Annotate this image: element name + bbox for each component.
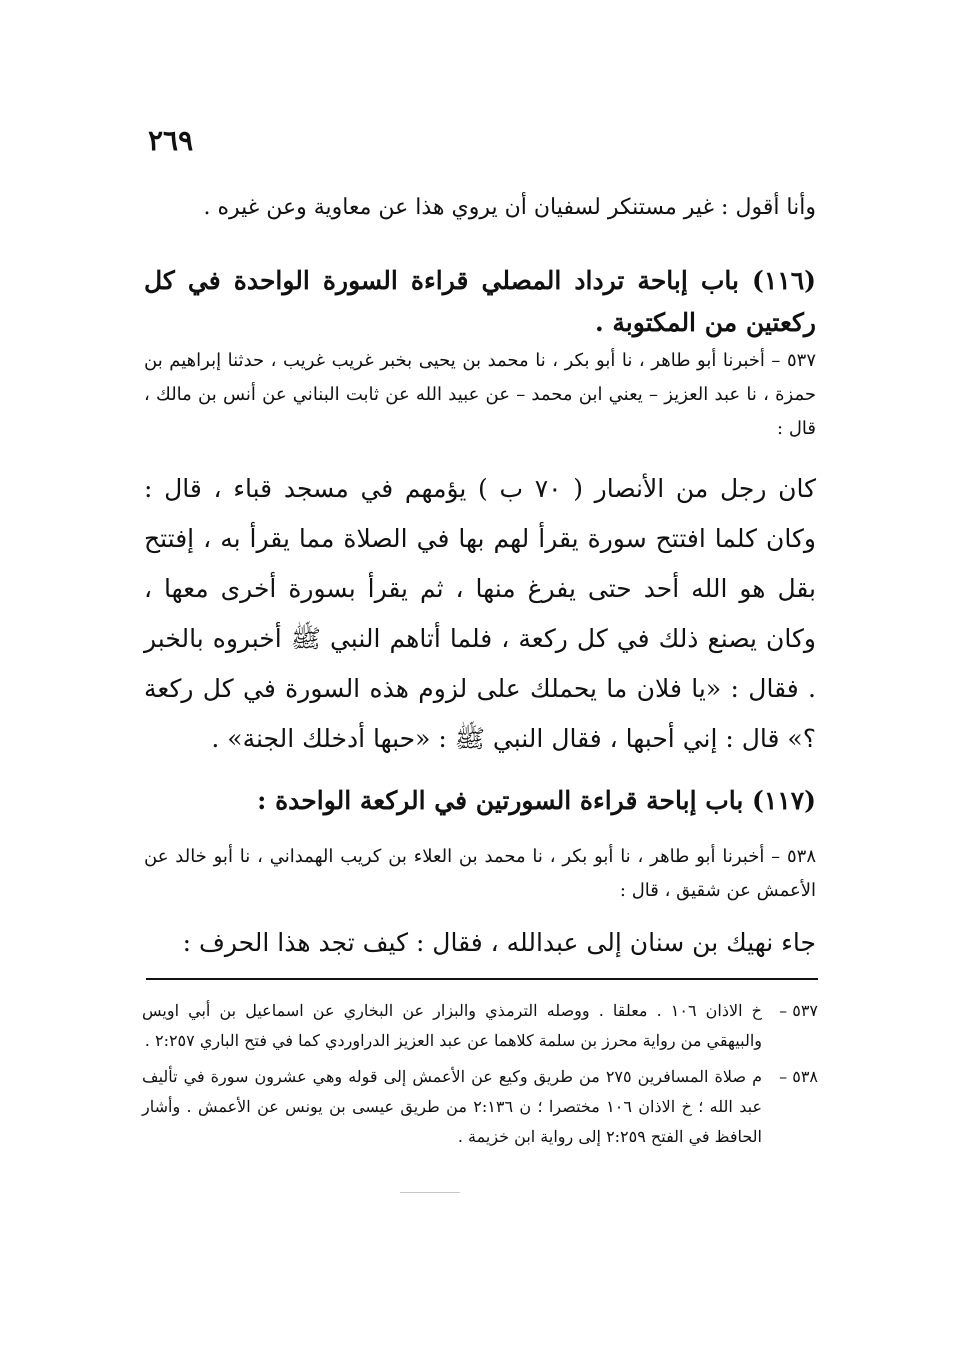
hadith-538-isnad: ٥٣٨ – أخبرنا أبو طاهر ، نا أبو بكر ، نا محمد بن العلاء بن كريب الهمداني ، نا أبو خالد عن الأعمش عن شقيق ، قال : bbox=[144, 846, 816, 901]
hadith-538-text: جاء نهيك بن سنان إلى عبدالله ، فقال : كيف تجد هذا الحرف : bbox=[182, 928, 816, 957]
footnote-537 bbox=[142, 996, 818, 1056]
hadith-537-isnad: ٥٣٧ – أخبرنا أبو طاهر ، نا أبو بكر ، نا محمد بن يحيى بخبر غريب غريب ، حدثنا إبراهيم بن حمزة ، نا عبد العزيز – يعني ابن محمد – عن عبيد الله عن ثابت البناني عن أنس بن مالك ، قال : bbox=[144, 350, 816, 439]
footnote-538 bbox=[142, 1062, 818, 1152]
page-number: ٢٦٩ bbox=[148, 124, 194, 157]
footnote-text: م صلاة المسافرين ٢٧٥ من طريق وكيع عن الأعمش إلى قوله وهي عشرون سورة في تأليف عبد الله ؛ خ الاذان ١٠٦ مختصرا ؛ ن ٢:١٣٦ من طريق عيسى بن يونس عن الأعمش . وأشار الحافظ في الفتح ٢:٢٥٩ إلى رواية ابن خزيمة . bbox=[142, 1067, 763, 1146]
footnote-text: خ الاذان ١٠٦ . معلقا . ووصله الترمذي والبزار عن البخاري عن اسماعيل بن أبي اويس والبيهقي من رواية محرز بن سلمة كلاهما عن عبد العزيز الدراوردي كما في فتح الباري ٢:٢٥٧ . bbox=[142, 1001, 763, 1050]
footnote-number: ٥٣٨ – bbox=[779, 1067, 818, 1086]
footnote-divider bbox=[146, 978, 818, 980]
intro-paragraph: وأنا أقول : غير مستنكر لسفيان أن يروي هذا عن معاوية وعن غيره . bbox=[203, 195, 816, 220]
footnotes-section bbox=[142, 996, 818, 1158]
chapter-heading-117: (١١٧) باب إباحة قراءة السورتين في الركعة الواحدة : bbox=[257, 786, 816, 815]
chapter-heading-116: (١١٦) باب إباحة ترداد المصلي قراءة السورة الواحدة في كل ركعتين من المكتوبة . bbox=[144, 266, 816, 337]
scan-mark bbox=[400, 1192, 460, 1193]
hadith-537-text: كان رجل من الأنصار ( ٧٠ ب ) يؤمهم في مسجد قباء ، قال : وكان كلما افتتح سورة يقرأ لهم بها في الصلاة مما يقرأ به ، إفتتح بقل هو الله أحد حتى يفرغ منها ، ثم يقرأ بسورة أخرى معها ، وكان يصنع ذلك في كل ركعة ، فلما أتاهم النبي ﷺ أخبروه بالخبر . فقال : «يا فلان ما يحملك على لزوم هذه السورة في كل ركعة ؟» قال : إني أحبها ، فقال النبي ﷺ : «حبها أدخلك الجنة» . bbox=[144, 474, 816, 753]
footnote-number: ٥٣٧ – bbox=[779, 1001, 818, 1020]
